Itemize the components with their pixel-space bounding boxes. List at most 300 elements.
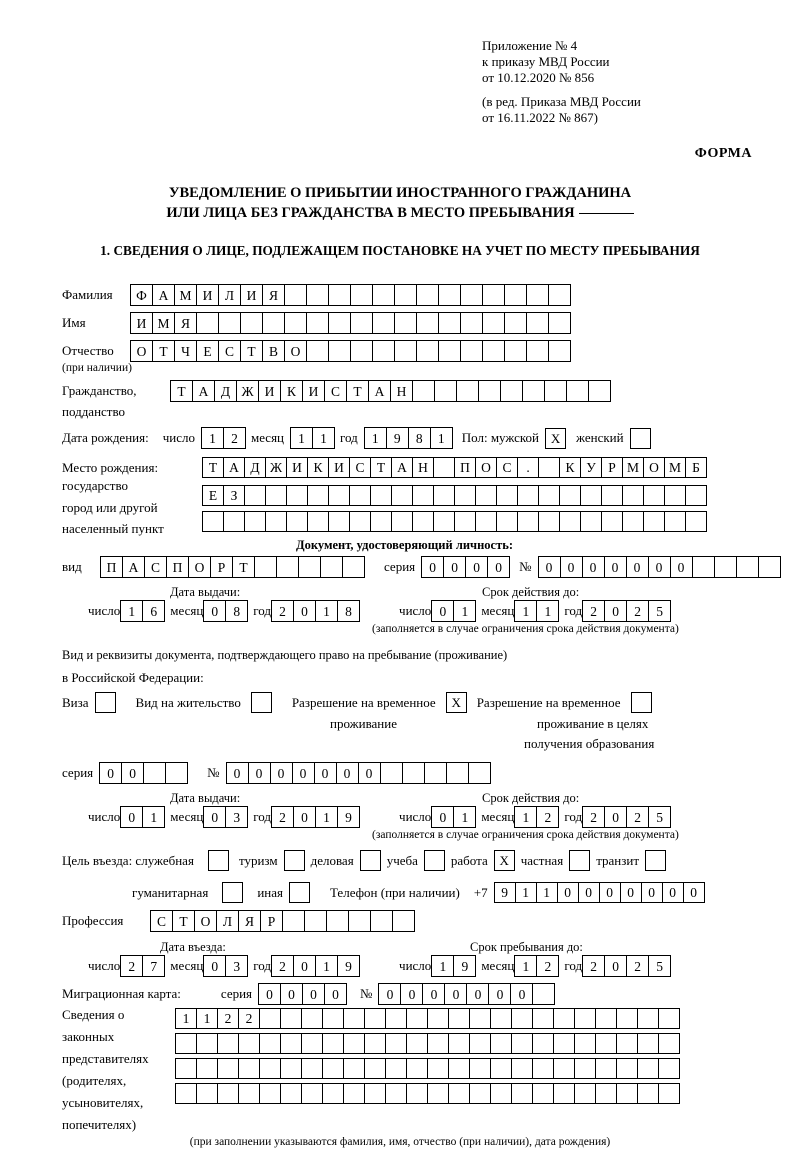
cell[interactable]: 0 [120,806,143,828]
name-input[interactable] [130,312,570,334]
cell[interactable]: 0 [292,762,315,784]
cell[interactable] [522,380,545,402]
cell[interactable] [280,1083,302,1104]
cell[interactable]: 2 [626,955,649,977]
cell[interactable] [370,511,392,532]
cell[interactable] [364,1033,386,1054]
cell[interactable]: К [307,457,329,478]
cell[interactable] [328,312,351,334]
cell[interactable] [412,380,435,402]
cell[interactable]: 2 [626,600,649,622]
cell[interactable]: 0 [466,983,489,1005]
cell[interactable]: Н [390,380,413,402]
cell[interactable] [643,485,665,506]
cell[interactable] [433,511,455,532]
cell[interactable]: З [223,485,245,506]
permit-issue-month-input[interactable] [203,806,247,828]
cell[interactable]: Е [202,485,224,506]
cell[interactable]: 0 [557,882,579,903]
cell[interactable] [217,1033,239,1054]
cell[interactable] [553,1008,575,1029]
cell[interactable]: 0 [226,762,249,784]
cell[interactable] [416,312,439,334]
cell[interactable]: 1 [315,806,338,828]
cell[interactable] [238,1033,260,1054]
cell[interactable] [511,1058,533,1079]
cell[interactable] [475,511,497,532]
cell[interactable] [448,1008,470,1029]
cell[interactable] [412,511,434,532]
cell[interactable]: С [496,457,518,478]
cell[interactable] [532,1058,554,1079]
cell[interactable] [196,1083,218,1104]
cell[interactable]: 2 [217,1008,239,1029]
cell[interactable]: 0 [270,762,293,784]
cell[interactable] [385,1008,407,1029]
cell[interactable] [526,312,549,334]
cell[interactable] [692,556,715,578]
iddoc-kind-input[interactable] [100,556,364,578]
cell[interactable]: Т [172,910,195,932]
cell[interactable]: 1 [536,600,559,622]
entry-month-input[interactable] [203,955,247,977]
cell[interactable] [342,556,365,578]
cell[interactable] [574,1033,596,1054]
cell[interactable] [322,1008,344,1029]
cell[interactable] [526,340,549,362]
iddoc-number-input[interactable] [538,556,780,578]
cell[interactable]: 0 [604,955,627,977]
cell[interactable] [433,485,455,506]
cell[interactable]: 0 [421,556,444,578]
cell[interactable] [427,1058,449,1079]
cell[interactable] [616,1008,638,1029]
purpose-study-checkbox[interactable] [424,850,445,871]
cell[interactable] [143,762,166,784]
permit-valid-year-input[interactable] [582,806,670,828]
cell[interactable] [685,485,707,506]
cell[interactable] [254,556,277,578]
cell[interactable] [165,762,188,784]
cell[interactable] [548,284,571,306]
cell[interactable]: 2 [238,1008,260,1029]
cell[interactable] [350,284,373,306]
cell[interactable] [500,380,523,402]
cell[interactable] [469,1083,491,1104]
cell[interactable]: П [454,457,476,478]
edu-residence-checkbox[interactable] [631,692,652,713]
cell[interactable] [664,511,686,532]
cell[interactable] [538,511,560,532]
cell[interactable] [574,1083,596,1104]
cell[interactable]: 0 [280,983,303,1005]
cell[interactable] [406,1083,428,1104]
cell[interactable] [460,340,483,362]
cell[interactable]: 1 [120,600,143,622]
cell[interactable] [370,485,392,506]
sex-male-checkbox[interactable]: Х [545,428,566,449]
cell[interactable] [637,1008,659,1029]
cell[interactable]: 0 [431,600,454,622]
cell[interactable]: 2 [582,955,605,977]
migration-number-input[interactable] [378,983,554,1005]
cell[interactable] [438,284,461,306]
cell[interactable]: 0 [578,882,600,903]
cell[interactable]: 5 [648,955,671,977]
cell[interactable] [394,284,417,306]
cell[interactable]: 1 [453,600,476,622]
cell[interactable]: 0 [560,556,583,578]
cell[interactable]: 0 [604,600,627,622]
birthplace-input-line-2[interactable] [202,485,706,506]
cell[interactable]: П [100,556,123,578]
cell[interactable] [469,1008,491,1029]
cell[interactable] [553,1058,575,1079]
cell[interactable]: 0 [400,983,423,1005]
cell[interactable] [196,1058,218,1079]
cell[interactable] [574,1008,596,1029]
cell[interactable]: 1 [312,427,335,449]
cell[interactable] [364,1058,386,1079]
cell[interactable] [343,1058,365,1079]
cell[interactable]: 2 [271,806,294,828]
cell[interactable] [538,485,560,506]
cell[interactable]: 5 [648,600,671,622]
cell[interactable]: Р [601,457,623,478]
cell[interactable]: М [152,312,175,334]
cell[interactable] [412,485,434,506]
cell[interactable] [262,312,285,334]
cell[interactable] [196,312,219,334]
cell[interactable] [616,1058,638,1079]
cell[interactable]: 0 [604,806,627,828]
cell[interactable]: Т [202,457,224,478]
cell[interactable]: 0 [314,762,337,784]
cell[interactable] [454,485,476,506]
cell[interactable] [372,340,395,362]
cell[interactable] [438,340,461,362]
cell[interactable]: 0 [662,882,684,903]
cell[interactable]: 0 [258,983,281,1005]
cell[interactable]: И [240,284,263,306]
cell[interactable]: 1 [453,806,476,828]
cell[interactable]: П [166,556,189,578]
cell[interactable] [454,511,476,532]
cell[interactable]: 0 [488,983,511,1005]
cell[interactable] [223,511,245,532]
cell[interactable] [482,340,505,362]
cell[interactable]: 0 [203,806,226,828]
cell[interactable] [490,1058,512,1079]
cell[interactable] [736,556,759,578]
cell[interactable]: Т [152,340,175,362]
cell[interactable]: 0 [302,983,325,1005]
cell[interactable] [616,1083,638,1104]
cell[interactable] [298,556,321,578]
cell[interactable] [406,1033,428,1054]
cell[interactable]: М [622,457,644,478]
cell[interactable]: 0 [203,600,226,622]
cell[interactable]: 0 [683,882,705,903]
cell[interactable] [468,762,491,784]
purpose-transit-checkbox[interactable] [645,850,666,871]
cell[interactable]: 2 [120,955,143,977]
iddoc-issue-month-input[interactable] [203,600,247,622]
cell[interactable] [427,1008,449,1029]
cell[interactable] [175,1083,197,1104]
cell[interactable]: 1 [430,427,453,449]
purpose-other-checkbox[interactable] [289,882,310,903]
iddoc-series-input[interactable] [421,556,509,578]
purpose-work-checkbox[interactable]: Х [494,850,515,871]
cell[interactable]: Н [412,457,434,478]
cell[interactable]: 3 [225,955,248,977]
cell[interactable] [348,910,371,932]
cell[interactable] [643,511,665,532]
cell[interactable] [328,340,351,362]
cell[interactable]: А [223,457,245,478]
cell[interactable] [559,511,581,532]
cell[interactable] [504,312,527,334]
cell[interactable]: Ж [265,457,287,478]
cell[interactable]: Т [346,380,369,402]
cell[interactable]: И [302,380,325,402]
cell[interactable] [259,1033,281,1054]
cell[interactable]: И [196,284,219,306]
cell[interactable] [238,1083,260,1104]
cell[interactable] [265,485,287,506]
cell[interactable] [517,511,539,532]
iddoc-valid-day-input[interactable] [431,600,475,622]
cell[interactable] [175,1058,197,1079]
cell[interactable]: 2 [582,600,605,622]
cell[interactable] [328,284,351,306]
legal-rep-input-line-2[interactable] [175,1033,679,1054]
cell[interactable] [658,1008,680,1029]
cell[interactable]: 1 [514,600,537,622]
cell[interactable]: 0 [248,762,271,784]
cell[interactable]: 5 [648,806,671,828]
cell[interactable] [448,1083,470,1104]
cell[interactable]: О [194,910,217,932]
cell[interactable] [622,485,644,506]
stay-year-input[interactable] [582,955,670,977]
cell[interactable] [343,1008,365,1029]
temp-residence-checkbox[interactable]: Х [446,692,467,713]
cell[interactable]: И [130,312,153,334]
citizenship-input[interactable] [170,380,610,402]
cell[interactable] [306,312,329,334]
cell[interactable]: 0 [293,600,316,622]
cell[interactable] [175,1033,197,1054]
cell[interactable] [350,312,373,334]
cell[interactable]: 1 [515,882,537,903]
cell[interactable] [385,1083,407,1104]
cell[interactable] [391,511,413,532]
cell[interactable]: В [262,340,285,362]
cell[interactable]: 8 [408,427,431,449]
cell[interactable] [301,1008,323,1029]
cell[interactable]: 0 [358,762,381,784]
cell[interactable] [511,1083,533,1104]
cell[interactable] [511,1008,533,1029]
cell[interactable]: И [258,380,281,402]
cell[interactable]: 2 [223,427,246,449]
birth-day-input[interactable] [201,427,245,449]
cell[interactable]: Р [260,910,283,932]
cell[interactable] [580,511,602,532]
cell[interactable]: 9 [337,955,360,977]
cell[interactable] [504,340,527,362]
cell[interactable] [553,1033,575,1054]
iddoc-issue-day-input[interactable] [120,600,164,622]
cell[interactable] [392,910,415,932]
cell[interactable]: 0 [444,983,467,1005]
cell[interactable]: 9 [386,427,409,449]
cell[interactable] [372,312,395,334]
cell[interactable]: 1 [196,1008,218,1029]
cell[interactable] [343,1033,365,1054]
cell[interactable]: Т [370,457,392,478]
cell[interactable]: С [324,380,347,402]
cell[interactable]: 9 [453,955,476,977]
cell[interactable] [588,380,611,402]
legal-rep-input-line-3[interactable] [175,1058,679,1079]
cell[interactable]: С [150,910,173,932]
cell[interactable]: 6 [142,600,165,622]
cell[interactable] [714,556,737,578]
cell[interactable] [364,1008,386,1029]
cell[interactable] [343,1083,365,1104]
cell[interactable] [380,762,403,784]
cell[interactable] [601,511,623,532]
cell[interactable]: А [192,380,215,402]
cell[interactable]: 1 [514,955,537,977]
cell[interactable]: Б [685,457,707,478]
cell[interactable]: И [286,457,308,478]
cell[interactable] [416,340,439,362]
cell[interactable] [595,1058,617,1079]
cell[interactable]: Я [174,312,197,334]
cell[interactable] [259,1008,281,1029]
cell[interactable] [511,1033,533,1054]
iddoc-valid-month-input[interactable] [514,600,558,622]
cell[interactable]: 0 [538,556,561,578]
cell[interactable]: 2 [271,955,294,977]
surname-input[interactable] [130,284,570,306]
cell[interactable]: О [643,457,665,478]
cell[interactable]: 0 [293,806,316,828]
cell[interactable] [658,1033,680,1054]
cell[interactable]: О [130,340,153,362]
cell[interactable] [622,511,644,532]
cell[interactable]: 0 [431,806,454,828]
entry-year-input[interactable] [271,955,359,977]
cell[interactable]: Л [216,910,239,932]
cell[interactable] [469,1058,491,1079]
cell[interactable] [328,511,350,532]
visa-checkbox[interactable] [95,692,116,713]
cell[interactable]: Ж [236,380,259,402]
cell[interactable] [574,1058,596,1079]
cell[interactable] [394,340,417,362]
cell[interactable] [259,1083,281,1104]
cell[interactable]: Я [262,284,285,306]
cell[interactable] [504,284,527,306]
cell[interactable] [364,1083,386,1104]
cell[interactable] [370,910,393,932]
cell[interactable] [580,485,602,506]
cell[interactable] [307,485,329,506]
cell[interactable] [664,485,686,506]
cell[interactable] [532,1008,554,1029]
cell[interactable] [349,485,371,506]
cell[interactable] [475,485,497,506]
cell[interactable] [326,910,349,932]
cell[interactable]: 0 [293,955,316,977]
cell[interactable]: 0 [620,882,642,903]
profession-input[interactable] [150,910,414,932]
cell[interactable] [496,511,518,532]
cell[interactable] [448,1033,470,1054]
stay-month-input[interactable] [514,955,558,977]
cell[interactable] [758,556,781,578]
cell[interactable] [658,1058,680,1079]
cell[interactable] [496,485,518,506]
cell[interactable] [391,485,413,506]
cell[interactable] [328,485,350,506]
cell[interactable] [490,1033,512,1054]
cell[interactable] [244,511,266,532]
cell[interactable] [394,312,417,334]
iddoc-valid-year-input[interactable] [582,600,670,622]
cell[interactable]: 0 [378,983,401,1005]
cell[interactable] [284,284,307,306]
cell[interactable] [566,380,589,402]
cell[interactable] [244,485,266,506]
cell[interactable]: А [122,556,145,578]
permit-series-input[interactable] [99,762,187,784]
cell[interactable] [433,457,455,478]
cell[interactable] [532,1083,554,1104]
cell[interactable]: К [280,380,303,402]
cell[interactable] [322,1058,344,1079]
cell[interactable]: 9 [494,882,516,903]
cell[interactable]: 2 [582,806,605,828]
cell[interactable]: У [580,457,602,478]
cell[interactable] [385,1033,407,1054]
cell[interactable]: 0 [582,556,605,578]
cell[interactable]: Л [218,284,241,306]
cell[interactable] [548,340,571,362]
cell[interactable]: 0 [670,556,693,578]
cell[interactable]: И [328,457,350,478]
cell[interactable] [434,380,457,402]
birth-month-input[interactable] [290,427,334,449]
iddoc-issue-year-input[interactable] [271,600,359,622]
cell[interactable]: 0 [203,955,226,977]
cell[interactable]: А [391,457,413,478]
cell[interactable] [385,1058,407,1079]
cell[interactable]: 0 [599,882,621,903]
cell[interactable] [238,1058,260,1079]
cell[interactable] [427,1033,449,1054]
cell[interactable] [217,1083,239,1104]
cell[interactable] [427,1083,449,1104]
cell[interactable]: 1 [290,427,313,449]
cell[interactable] [306,340,329,362]
cell[interactable]: 0 [604,556,627,578]
